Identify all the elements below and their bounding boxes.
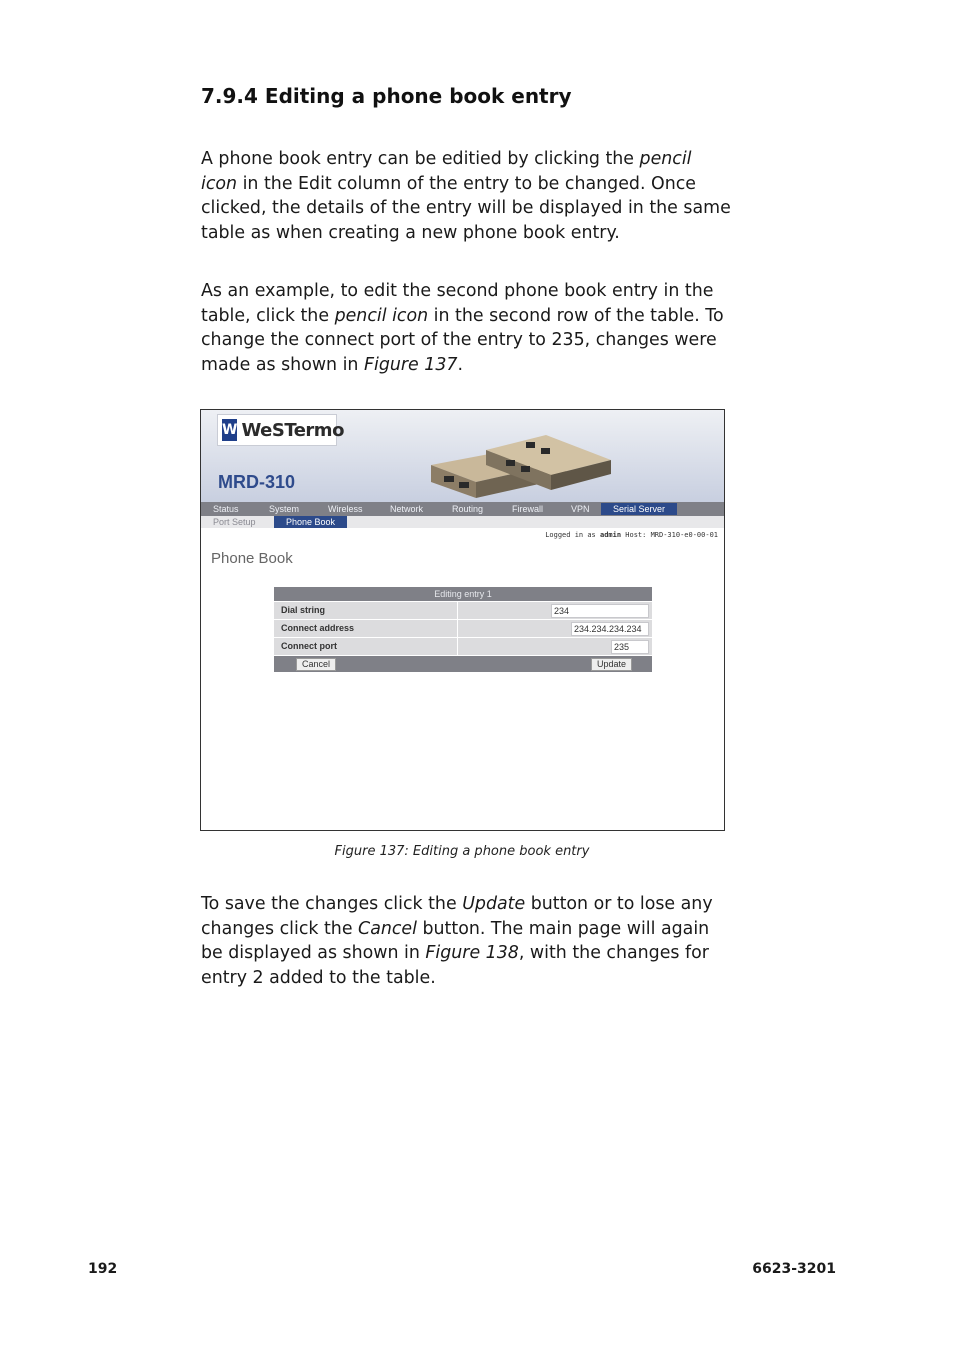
table-cell xyxy=(457,620,652,637)
menu-system[interactable]: System xyxy=(269,504,300,514)
menu-vpn[interactable]: VPN xyxy=(571,504,590,514)
table-title: Editing entry 1 xyxy=(274,587,652,601)
menu-wireless[interactable]: Wireless xyxy=(328,504,363,514)
edit-entry-table xyxy=(274,587,652,672)
text-span: in the Edit column of the entry to be changed. Once clicked, the details of the entry will be displayed in the same table as when creating a new phone book entry. xyxy=(201,173,731,243)
product-name: MRD-310 xyxy=(218,472,296,492)
menu-firewall[interactable]: Firewall xyxy=(512,504,544,514)
app-banner xyxy=(201,410,724,502)
westermo-logo xyxy=(217,414,344,446)
dial-string-label: Dial string xyxy=(281,605,326,615)
emphasis-text: pencil icon xyxy=(334,305,429,326)
connect-address-label: Connect address xyxy=(281,623,355,633)
table-cell xyxy=(457,602,652,619)
logo-text: WeSTermo xyxy=(241,419,344,441)
sub-menu xyxy=(201,516,724,528)
menu-routing[interactable]: Routing xyxy=(452,504,484,514)
update-button[interactable]: Update xyxy=(591,658,632,671)
table-cell xyxy=(457,638,652,655)
router-devices-icon xyxy=(426,430,616,500)
menu-status[interactable]: Status xyxy=(213,504,239,514)
text-span: in the second row of the table. To change the connect port of the entry to 235, changes were made as shown in xyxy=(201,305,724,375)
menu-serial-server[interactable]: Serial Server xyxy=(601,503,677,515)
paragraph-example xyxy=(201,279,731,377)
menu-network[interactable]: Network xyxy=(390,504,424,514)
text-span: , with the changes for entry 2 added to the table. xyxy=(201,943,709,988)
text-span: As an example, to edit the second phone book entry in the table, click the xyxy=(201,281,714,326)
connect-port-label: Connect port xyxy=(281,641,337,651)
text-span: button. The main page will again be displayed as shown in xyxy=(201,918,710,963)
submenu-phone-book[interactable]: Phone Book xyxy=(274,516,347,528)
connect-address-input[interactable]: 234.234.234.234 xyxy=(571,622,649,636)
document-number: 6623-3201 xyxy=(752,1261,836,1277)
table-footer xyxy=(274,655,652,672)
text-span: To save the changes click the xyxy=(201,894,463,914)
main-menu xyxy=(201,502,724,516)
login-host: Host: MRD-310-e0-00-01 xyxy=(621,531,718,539)
login-user: admin xyxy=(599,531,622,539)
cancel-button[interactable]: Cancel xyxy=(296,658,336,671)
page-number: 192 xyxy=(88,1261,118,1277)
text-span: button or to lose any changes click the xyxy=(201,894,713,939)
table-row xyxy=(274,619,652,637)
emphasis-text: Cancel xyxy=(358,918,417,939)
logo-mark-icon: W xyxy=(222,419,237,441)
figure-caption: Figure 137: Editing a phone book entry xyxy=(334,844,590,859)
login-prefix: Logged in as xyxy=(545,531,600,539)
figure-screenshot xyxy=(200,409,725,831)
dial-string-input[interactable]: 234 xyxy=(551,604,649,618)
text-span: . xyxy=(457,354,463,375)
emphasis-text: pencil icon xyxy=(201,149,692,194)
text-span: A phone book entry can be editied by clicking the xyxy=(201,149,640,169)
page-title: Phone Book xyxy=(211,550,293,567)
table-row xyxy=(274,601,652,619)
emphasis-text: Update xyxy=(462,894,526,914)
figure-reference: Figure 137 xyxy=(364,354,458,375)
figure-reference: Figure 138 xyxy=(425,943,519,963)
submenu-port-setup[interactable]: Port Setup xyxy=(213,517,256,527)
paragraph-save xyxy=(201,892,731,990)
login-status xyxy=(545,531,718,539)
section-heading: 7.9.4 Editing a phone book entry xyxy=(201,84,572,108)
paragraph-intro xyxy=(201,147,731,245)
connect-port-input[interactable]: 235 xyxy=(611,640,649,654)
table-row xyxy=(274,637,652,655)
